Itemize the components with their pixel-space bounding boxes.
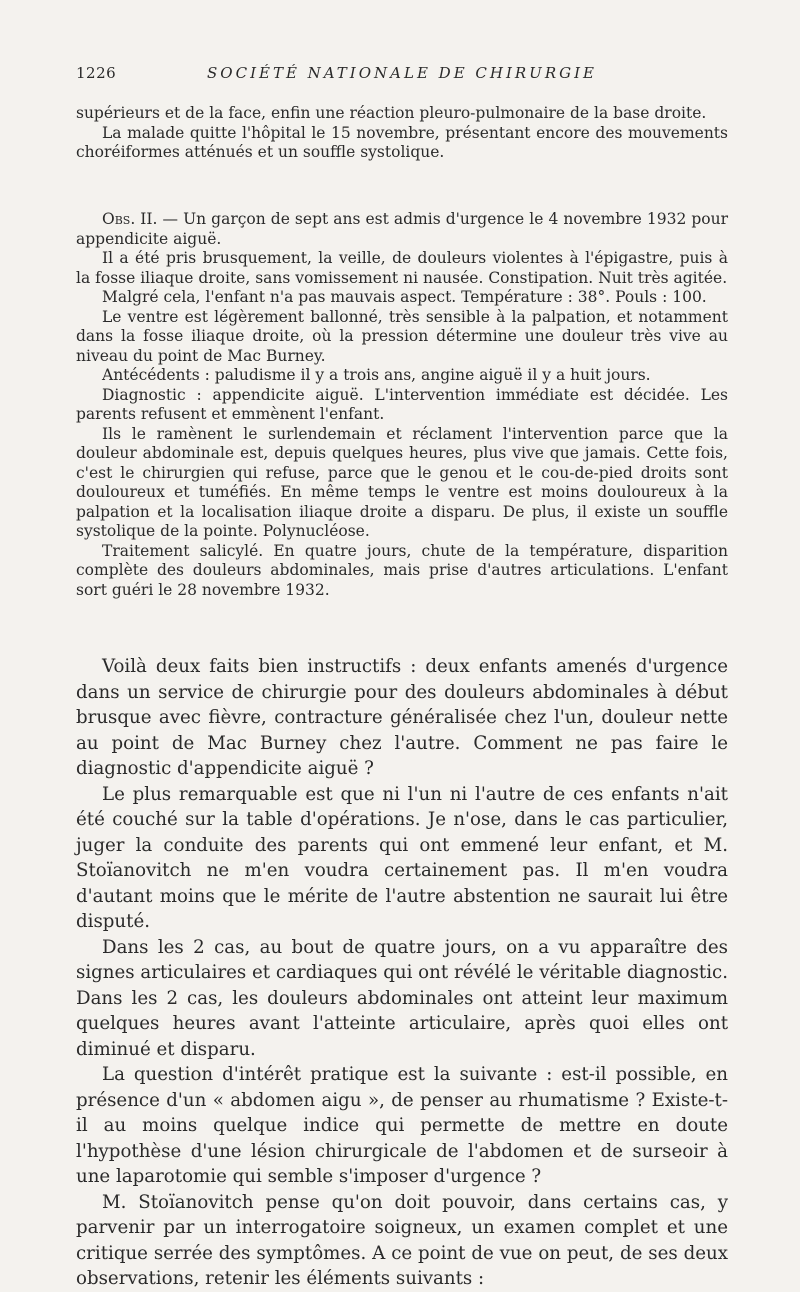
- observation-paragraph: Diagnostic : appendicite aiguë. L'intervention immédiate est décidée. Les parents refusent et emmènent l'enfant.: [76, 385, 728, 423]
- observation-paragraph: Le ventre est légèrement ballonné, très sensible à la palpation, et notamment dans la fosse iliaque droite, où la pression détermine une douleur très vive au niveau du point de Mac Burney.: [76, 307, 728, 365]
- observation-paragraph: Traitement salicylé. En quatre jours, chute de la température, disparition complète des douleurs abdominales, mais prise d'autres articulations. L'enfant sort guéri le 28 novembre 1932.: [76, 541, 728, 599]
- case-continuation-paragraph: La malade quitte l'hôpital le 15 novembre, présentant encore des mouvements choréiformes atténués et un souffle systolique.: [76, 123, 728, 161]
- commentary-paragraph: Voilà deux faits bien instructifs : deux enfants amenés d'urgence dans un service de chirurgie pour des douleurs abdominales à début brusque avec fièvre, contracture généralisée chez l'un, douleur nette au point de Mac Burney chez l'autre. Comment ne pas faire le diagnostic d'appendicite aiguë ?: [76, 656, 728, 779]
- commentary-paragraph: M. Stoïanovitch pense qu'on doit pouvoir, dans certains cas, y parvenir par un interrogatoire soigneux, un examen complet et une critique serrée des symptômes. A ce point de vue on peut, de ses deux observations, retenir les éléments suivants :: [76, 1191, 728, 1289]
- observation-two: [76, 210, 728, 600]
- observation-label: Obs. II.: [102, 210, 158, 228]
- observation-heading-paragraph: [76, 210, 728, 249]
- case-continuation-paragraph: supérieurs et de la face, enfin une réaction pleuro-pulmonaire de la base droite.: [76, 104, 707, 122]
- commentary-paragraph: Le plus remarquable est que ni l'un ni l'autre de ces enfants n'ait été couché sur la table d'opérations. Je n'ose, dans le cas particulier, juger la conduite des parents qui ont emmené leur enfant, et M. Stoïanovitch ne m'en voudra certainement pas. Il m'en voudra d'autant moins que le mérite de l'autre abstention ne saurait lui être disputé.: [76, 783, 728, 932]
- observation-paragraph: Ils le ramènent le surlendemain et réclament l'intervention parce que la douleur abdominale est, depuis quelques heures, plus vive que jamais. Cette fois, c'est le chirurgien qui refuse, parce que le genou et le cou-de-pied droits sont douloureux et tuméfiés. En même temps le ventre est moins douloureux à la palpation et la localisation iliaque droite a disparu. De plus, il existe un souffle systolique de la pointe. Polynucléose.: [76, 424, 728, 540]
- observation-paragraph: Il a été pris brusquement, la veille, de douleurs violentes à l'épigastre, puis à la fosse iliaque droite, sans vomissement ni nausée. Constipation. Nuit très agitée.: [76, 249, 728, 287]
- observation-paragraph: Antécédents : paludisme il y a trois ans, angine aiguë il y a huit jours.: [102, 366, 651, 384]
- page-header: [76, 64, 728, 86]
- commentary-paragraph: La question d'intérêt pratique est la suivante : est-il possible, en présence d'un « abdomen aigu », de penser au rhumatisme ? Existe-t-il au moins quelque indice qui permette de mettre en doute l'hypothèse d'une lésion chirurgicale de l'abdomen et de surseoir à une laparotomie qui semble s'imposer d'urgence ?: [76, 1064, 728, 1187]
- commentary-paragraph: Dans les 2 cas, au bout de quatre jours, on a vu apparaître des signes articulaires et cardiaques qui ont révélé le véritable diagnostic. Dans les 2 cas, les douleurs abdominales ont atteint leur maximum quelques heures avant l'atteinte articulaire, après quoi elles ont diminué et disparu.: [76, 936, 728, 1060]
- observation-intro: — Un garçon de sept ans est admis d'urgence le 4 novembre 1932 pour appendicite aiguë.: [76, 210, 728, 248]
- page-number: 1226: [76, 64, 117, 82]
- commentary: [76, 654, 728, 1292]
- observation-paragraph: Malgré cela, l'enfant n'a pas mauvais aspect. Température : 38°. Pouls : 100.: [102, 288, 707, 306]
- running-title: SOCIÉTÉ NATIONALE DE CHIRURGIE: [207, 64, 597, 82]
- case-continuation: [76, 104, 728, 163]
